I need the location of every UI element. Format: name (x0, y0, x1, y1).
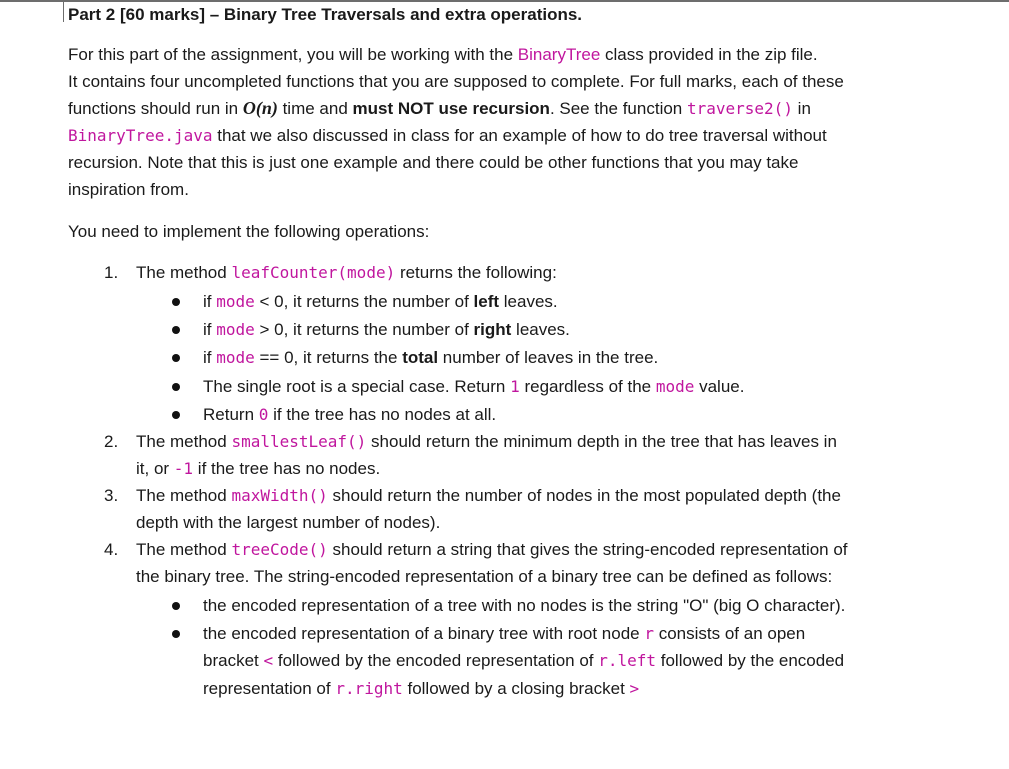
bullet-text: Return 0 if the tree has no nodes at all. (203, 405, 497, 424)
item-2-text-cont: it, or -1 if the tree has no nodes. (136, 459, 381, 478)
item-3-text-cont: depth with the largest number of nodes). (136, 513, 441, 532)
bullet-text: if mode > 0, it returns the number of right leaves. (203, 320, 570, 339)
operations-intro: You need to implement the following operations: (68, 222, 430, 241)
item-number: 3. (104, 486, 119, 505)
bullet-text: the encoded representation of a binary tree with root node r consists of an open (203, 624, 806, 643)
bullet-text: if mode < 0, it returns the number of left leaves. (203, 292, 558, 311)
bullet-text-cont: bracket < followed by the encoded representation of r.left followed by the encoded (203, 651, 845, 670)
top-rule (0, 0, 1009, 2)
bullet (172, 298, 180, 306)
item-number: 1. (104, 263, 119, 282)
section-heading: Part 2 [60 marks] – Binary Tree Traversals and extra operations. (68, 5, 583, 24)
item-1-text: The method leafCounter(mode) returns the following: (136, 263, 557, 282)
item-number: 2. (104, 432, 119, 451)
bullet (172, 411, 180, 419)
item-4-text-cont: the binary tree. The string-encoded representation of a binary tree can be defined as follows: (136, 567, 833, 586)
left-rule (63, 0, 64, 22)
bullet-text: the encoded representation of a tree with no nodes is the string "O" (big O character). (203, 596, 846, 615)
bullet-text: The single root is a special case. Return 1 regardless of the mode value. (203, 377, 745, 396)
bullet (172, 630, 180, 638)
class-name: BinaryTree (517, 45, 601, 64)
bullet-text-cont: representation of r.right followed by a closing bracket > (203, 679, 640, 698)
code-filename: BinaryTree.java (68, 126, 213, 145)
complexity: O(n) (242, 98, 278, 118)
bullet (172, 602, 180, 610)
item-4-text: The method treeCode() should return a string that gives the string-encoded representation of (136, 540, 848, 559)
bullet (172, 326, 180, 334)
bullet (172, 383, 180, 391)
bullet (172, 354, 180, 362)
intro-paragraph: For this part of the assignment, you will be working with the BinaryTree class provided in the zip file. It contains four uncompleted functions that you are supposed to complete. For full marks, each of these functions should run in O(n) time and must NOT use recursion. See the function traverse2() in BinaryTree.java that we also discussed in class for an example of how to do tree traversal without recursion. Note that this is just one example and there could be other functions that you may take inspiration from. (68, 45, 844, 199)
item-number: 4. (104, 540, 119, 559)
item-2-text: The method smallestLeaf() should return the minimum depth in the tree that has leaves in (136, 432, 837, 451)
item-3-text: The method maxWidth() should return the number of nodes in the most populated depth (the (136, 486, 841, 505)
bullet-text: if mode == 0, it returns the total number of leaves in the tree. (203, 348, 659, 367)
code-traverse2: traverse2() (686, 99, 793, 118)
